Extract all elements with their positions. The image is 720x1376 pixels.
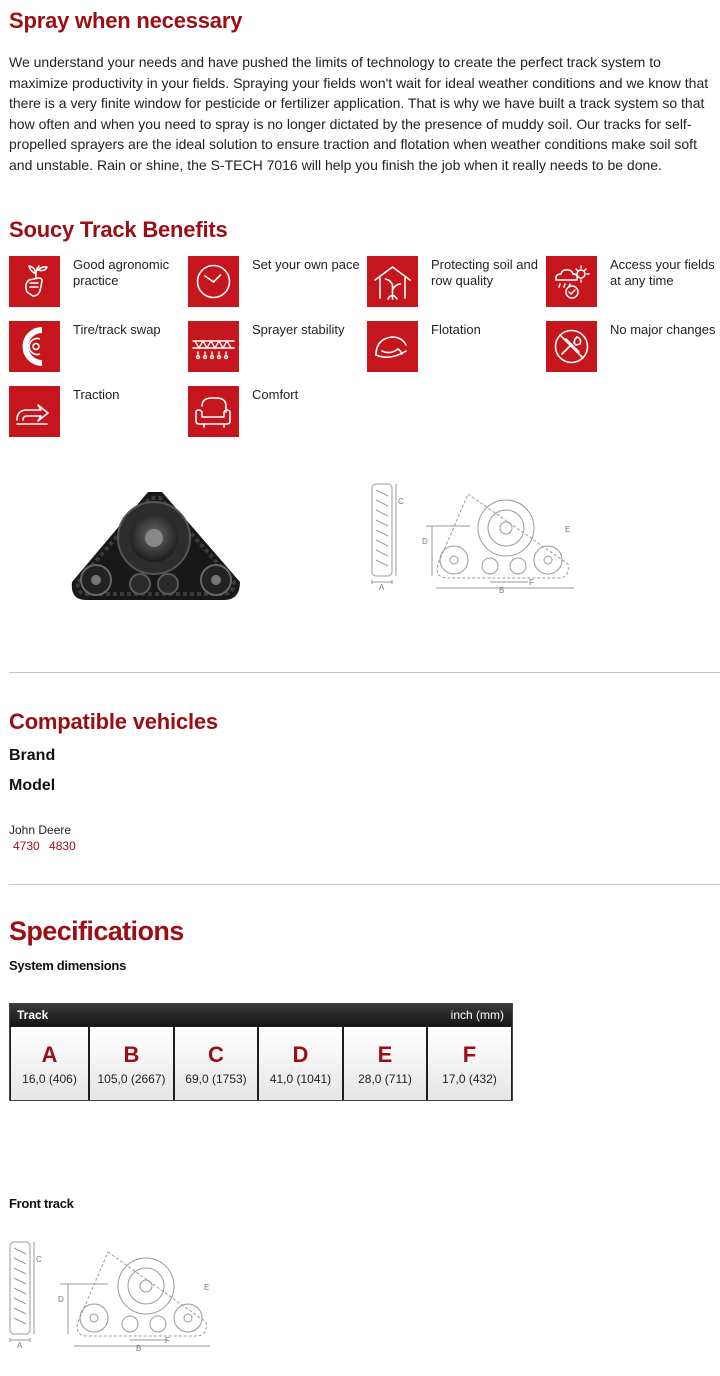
spec-value: 69,0 (1753) bbox=[185, 1072, 247, 1086]
benefit-good-agronomic-practice bbox=[9, 256, 184, 308]
spec-table-unit: inch (mm) bbox=[450, 1008, 504, 1022]
front-diagram-label-e: E bbox=[204, 1283, 210, 1292]
front-diagram-label-d: D bbox=[58, 1295, 64, 1304]
benefit-label: Flotation bbox=[431, 322, 481, 337]
benefit-traction bbox=[9, 386, 184, 438]
benefit-label: No major changes bbox=[610, 322, 716, 337]
sprayer-boom-icon bbox=[188, 321, 239, 372]
spec-key: A bbox=[41, 1042, 58, 1067]
benefit-no-major-changes bbox=[546, 321, 720, 373]
front-diagram-label-b: B bbox=[136, 1344, 142, 1353]
hand-plant-icon bbox=[9, 256, 60, 307]
benefit-label: Protecting soil and row quality bbox=[431, 257, 538, 288]
weather-icon bbox=[546, 256, 597, 307]
spray-description: We understand your needs and have pushed the limits of technology to create the perfect track system to maximize productivity in your fields. Spraying your fields won't wait for ideal weather conditions and we know that there is a very finite window for pesticide or fertilizer application. That is why we have built a track system so that how often and when you need to spray is no longer dictated by the presence of muddy soil. Our tracks for self-propelled sprayers are the ideal solution to ensure traction and flotation when weather conditions make soil soft and unstable. Rain or shine, the S-TECH 7016 will help you finish the job when it really needs to be done. bbox=[9, 54, 709, 173]
section-title-benefits: Soucy Track Benefits bbox=[9, 217, 228, 242]
spec-table-header bbox=[10, 1004, 512, 1026]
armchair-icon bbox=[188, 386, 239, 437]
spec-value: 17,0 (432) bbox=[442, 1072, 497, 1086]
section-divider bbox=[9, 672, 720, 673]
spec-key: C bbox=[208, 1042, 224, 1067]
benefit-label: Sprayer stability bbox=[252, 322, 345, 337]
front-diagram-label-f: F bbox=[165, 1336, 170, 1345]
benefit-protecting-soil bbox=[367, 256, 542, 308]
model-list bbox=[13, 839, 82, 853]
spec-key: E bbox=[377, 1042, 393, 1067]
flotation-icon bbox=[367, 321, 418, 372]
benefit-access-fields bbox=[546, 256, 720, 308]
spec-value: 41,0 (1041) bbox=[269, 1072, 332, 1086]
track-dimension-diagram bbox=[370, 482, 578, 598]
spec-value: 16,0 (406) bbox=[22, 1072, 77, 1086]
brand-header: Brand bbox=[9, 747, 56, 764]
section-title-specifications: Specifications bbox=[9, 916, 184, 946]
track-system-image bbox=[64, 484, 246, 608]
spec-cell-c bbox=[175, 1027, 257, 1100]
benefit-label: Access your fields at any time bbox=[610, 257, 715, 288]
benefit-sprayer-stability bbox=[188, 321, 363, 373]
front-diagram-label-c: C bbox=[36, 1255, 42, 1264]
diagram-label-b: B bbox=[499, 586, 505, 595]
front-track-heading: Front track bbox=[9, 1196, 74, 1211]
spec-key: D bbox=[292, 1042, 309, 1067]
benefit-label: Traction bbox=[73, 387, 120, 402]
benefit-set-your-own-pace bbox=[188, 256, 363, 308]
section-title-compatible: Compatible vehicles bbox=[9, 709, 218, 734]
model-header: Model bbox=[9, 777, 56, 794]
diagram-label-f: F bbox=[529, 578, 534, 587]
spec-table-row bbox=[10, 1026, 512, 1100]
tire-track-icon bbox=[9, 321, 60, 372]
spec-table bbox=[9, 1003, 513, 1101]
spec-cell-e bbox=[344, 1027, 426, 1100]
section-title-spray: Spray when necessary bbox=[9, 8, 243, 33]
spec-cell-b bbox=[90, 1027, 173, 1100]
benefit-label: Good agronomic practice bbox=[73, 257, 170, 288]
front-track-diagram bbox=[8, 1240, 218, 1356]
clock-icon bbox=[188, 256, 239, 307]
diagram-label-e: E bbox=[565, 525, 571, 534]
spec-cell-f bbox=[428, 1027, 511, 1100]
spec-key: F bbox=[462, 1042, 477, 1067]
benefit-flotation bbox=[367, 321, 542, 373]
benefit-label: Tire/track swap bbox=[73, 322, 161, 337]
spec-cell-a bbox=[11, 1027, 88, 1100]
system-dimensions-heading: System dimensions bbox=[9, 958, 126, 973]
diagram-label-d: D bbox=[422, 537, 428, 546]
spec-table-title: Track bbox=[17, 1008, 49, 1022]
diagram-label-a: A bbox=[379, 583, 385, 592]
model-link-4730[interactable]: 4730 bbox=[13, 839, 40, 853]
brand-name: John Deere bbox=[9, 823, 72, 837]
no-tools-icon bbox=[546, 321, 597, 372]
spec-cell-d bbox=[259, 1027, 342, 1100]
front-diagram-label-a: A bbox=[17, 1341, 23, 1350]
benefit-label: Set your own pace bbox=[252, 257, 360, 272]
greenhouse-icon bbox=[367, 256, 418, 307]
spec-value: 28,0 (711) bbox=[358, 1072, 412, 1086]
spec-key: B bbox=[123, 1042, 140, 1067]
spec-value: 105,0 (2667) bbox=[97, 1072, 166, 1086]
benefit-label: Comfort bbox=[252, 387, 299, 402]
benefit-tire-track-swap bbox=[9, 321, 184, 373]
benefit-comfort bbox=[188, 386, 363, 438]
model-link-4830[interactable]: 4830 bbox=[49, 839, 76, 853]
section-divider bbox=[9, 884, 720, 885]
traction-icon bbox=[9, 386, 60, 437]
diagram-label-c: C bbox=[398, 497, 404, 506]
